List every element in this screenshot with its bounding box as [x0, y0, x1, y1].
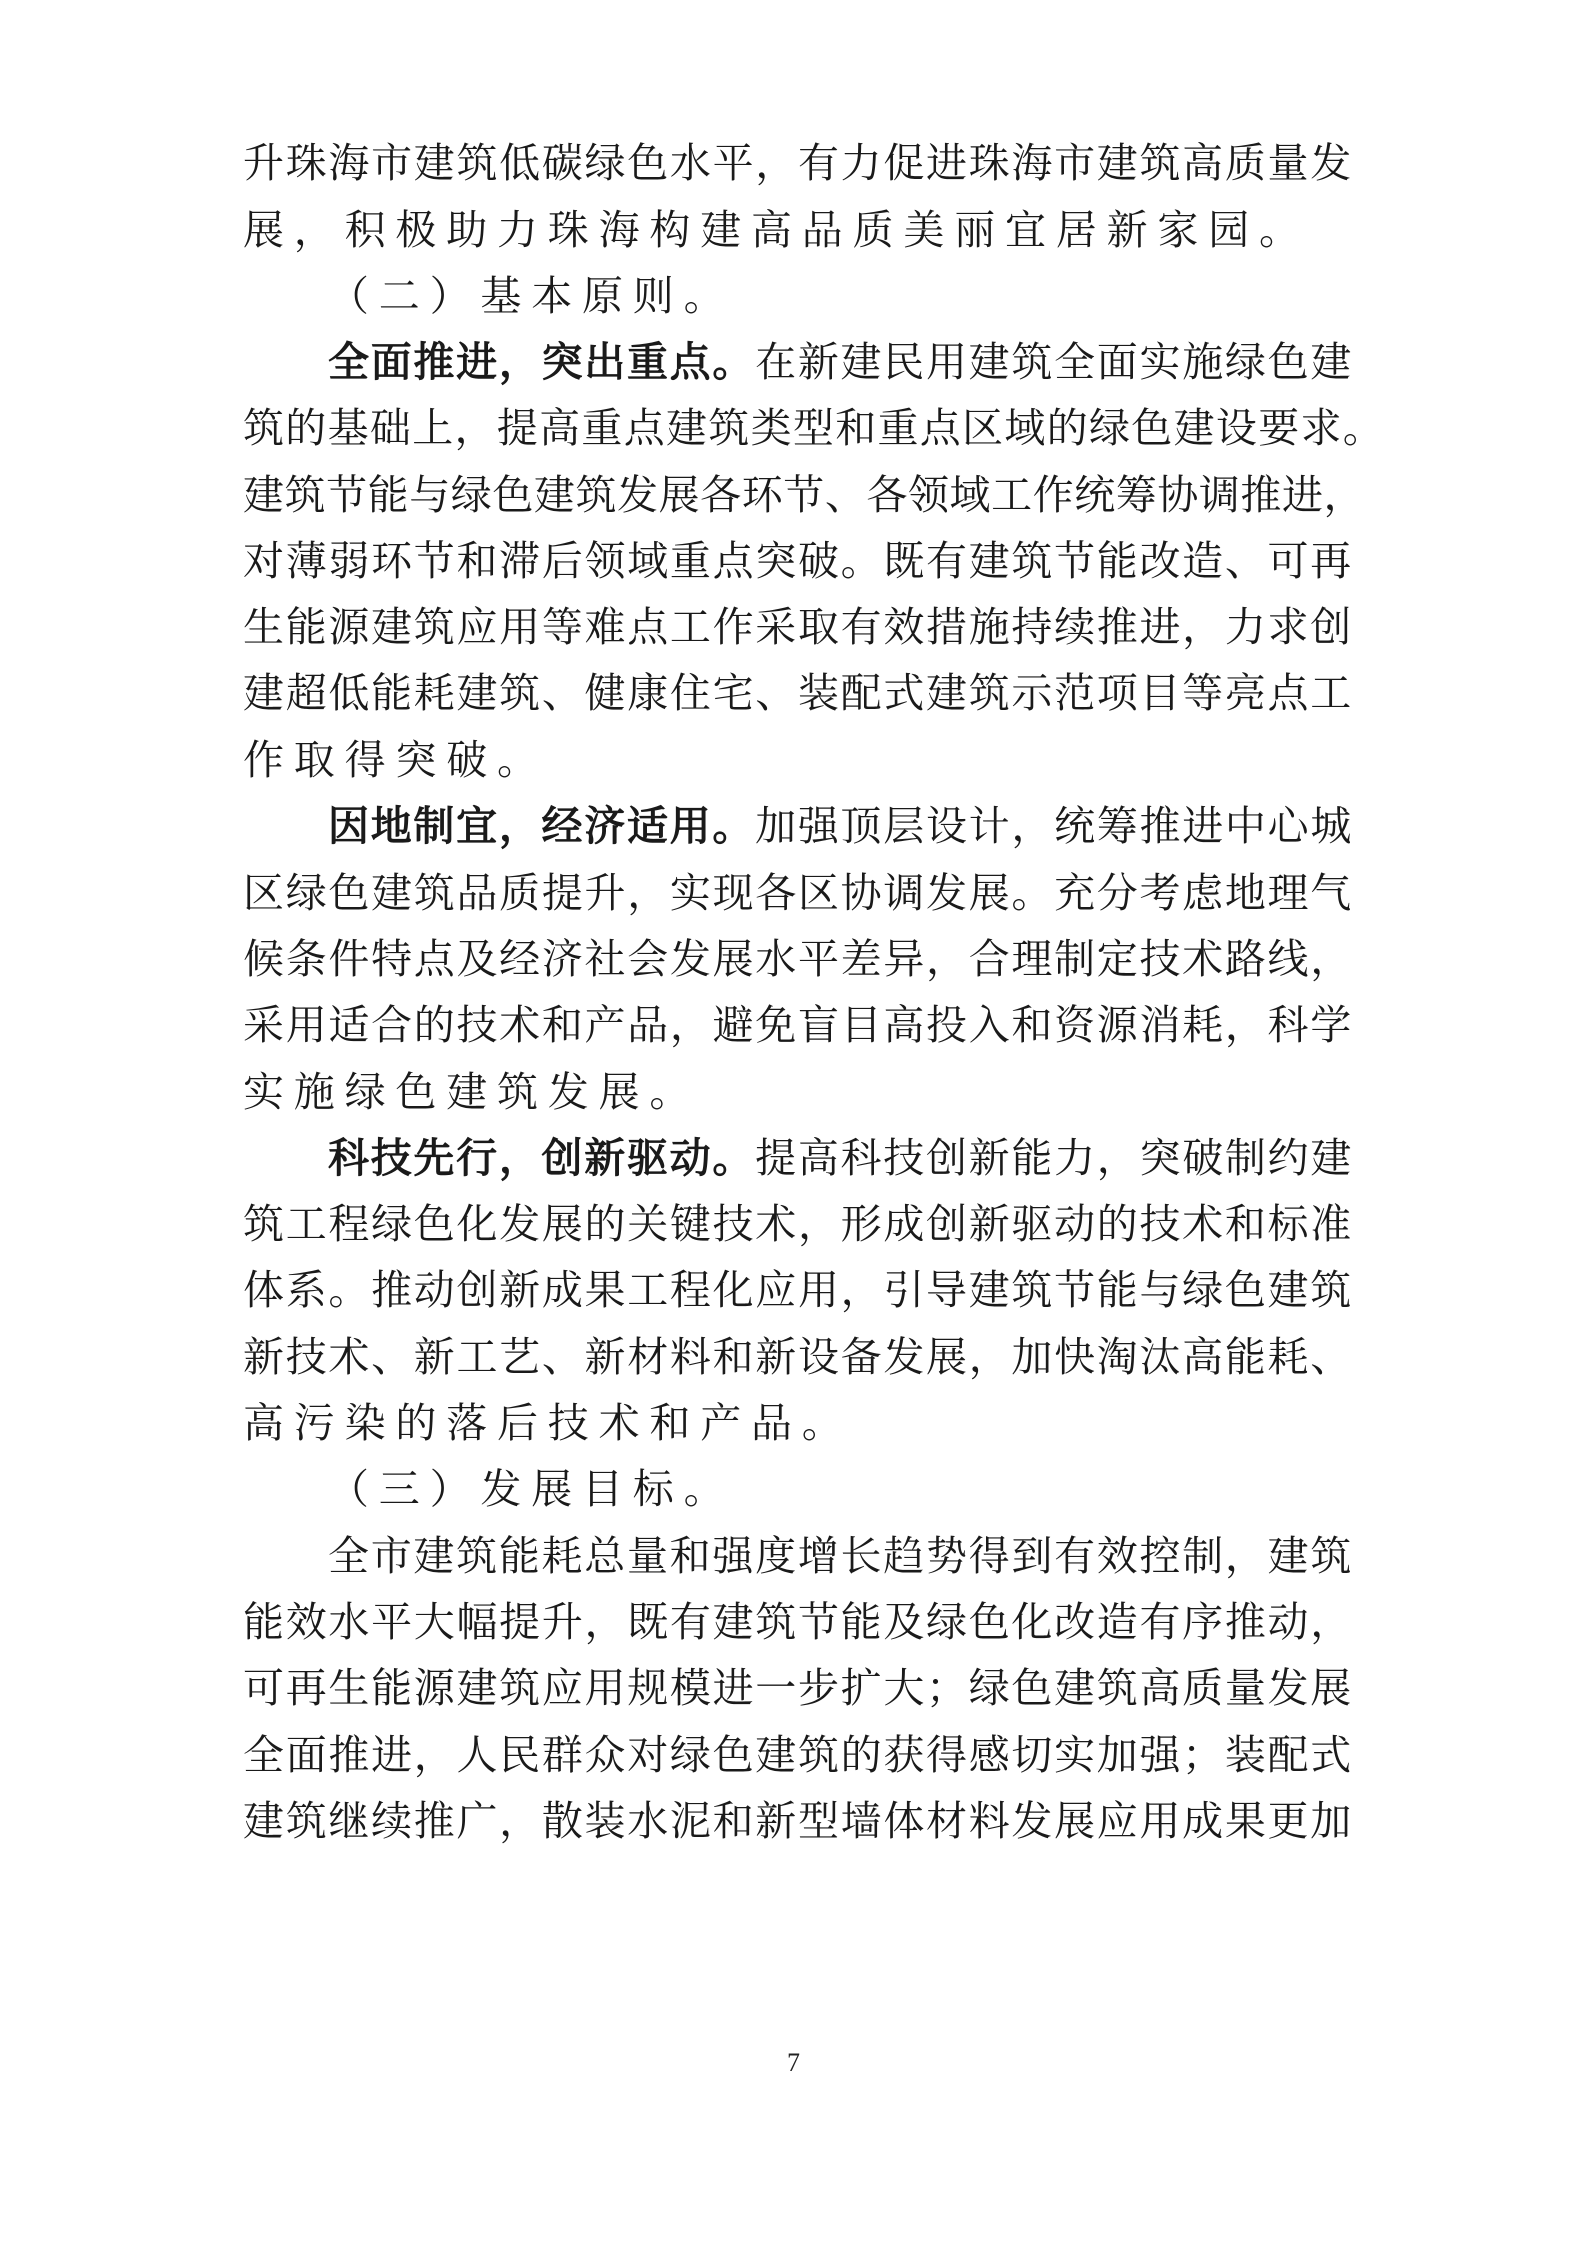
paragraph-text: 体系。推动创新成果工程化应用，引导建筑节能与绿色建筑 [243, 1266, 1353, 1314]
paragraph-text: 加强顶层设计，统筹推进中心城 [755, 802, 1354, 850]
paragraph-text: 在新建民用建筑全面实施绿色建 [755, 338, 1354, 386]
text-line [0, 1722, 1587, 1788]
text-line [0, 1456, 1587, 1522]
paragraph-text: 候条件特点及经济社会发展水平差异，合理制定技术路线， [243, 935, 1353, 983]
text-line [0, 395, 1587, 461]
text-line [0, 528, 1587, 594]
text-line [0, 1257, 1587, 1323]
text-line [0, 793, 1587, 859]
text-line [0, 130, 1587, 196]
text-line [0, 1589, 1587, 1655]
text-line [0, 594, 1587, 660]
text-line [0, 1788, 1587, 1854]
paragraph-text: 可再生能源建筑应用规模进一步扩大；绿色建筑高质量发展 [243, 1664, 1353, 1712]
paragraph-text: 提高科技创新能力，突破制约建 [755, 1134, 1354, 1182]
text-line [0, 1523, 1587, 1589]
paragraph-text: 升珠海市建筑低碳绿色水平，有力促进珠海市建筑高质量发 [243, 139, 1353, 187]
text-line [0, 1324, 1587, 1390]
bold-heading-text: 因地制宜，经济适用。 [328, 802, 756, 850]
text-line [0, 1191, 1587, 1257]
text-line [0, 727, 1587, 793]
bold-heading-text: 全面推进，突出重点。 [328, 338, 756, 386]
paragraph-text: 展，积极助力珠海构建高品质美丽宜居新家园。 [243, 206, 1310, 254]
paragraph-text: （二）基本原则。 [328, 272, 735, 320]
paragraph-text: 高污染的落后技术和产品。 [243, 1399, 853, 1447]
text-line [0, 1390, 1587, 1456]
text-line [0, 660, 1587, 726]
paragraph-text: 对薄弱环节和滞后领域重点突破。既有建筑节能改造、可再 [243, 537, 1353, 585]
text-line [0, 860, 1587, 926]
paragraph-text: 新技术、新工艺、新材料和新设备发展，加快淘汰高能耗、 [243, 1333, 1353, 1381]
text-line [0, 926, 1587, 992]
bold-heading-text: 科技先行，创新驱动。 [328, 1134, 756, 1182]
page-number: 7 [787, 2048, 800, 2077]
paragraph-text: 筑的基础上，提高重点建筑类型和重点区域的绿色建设要求。 [243, 404, 1386, 452]
text-line [0, 992, 1587, 1058]
text-line [0, 462, 1587, 528]
paragraph-text: 建超低能耗建筑、健康住宅、装配式建筑示范项目等亮点工 [243, 669, 1353, 717]
text-line [0, 263, 1587, 329]
paragraph-text: 实施绿色建筑发展。 [243, 1068, 701, 1116]
paragraph-text: 采用适合的技术和产品，避免盲目高投入和资源消耗，科学 [243, 1001, 1353, 1049]
text-line [0, 329, 1587, 395]
paragraph-text: （三）发展目标。 [328, 1465, 735, 1513]
paragraph-text: 全面推进，人民群众对绿色建筑的获得感切实加强；装配式 [243, 1731, 1353, 1779]
paragraph-text: 建筑节能与绿色建筑发展各环节、各领域工作统筹协调推进， [243, 471, 1366, 519]
text-line [0, 197, 1587, 263]
paragraph-text: 筑工程绿色化发展的关键技术，形成创新驱动的技术和标准 [243, 1200, 1353, 1248]
paragraph-text: 建筑继续推广，散装水泥和新型墙体材料发展应用成果更加 [243, 1797, 1353, 1845]
text-line [0, 1655, 1587, 1721]
paragraph-text: 生能源建筑应用等难点工作采取有效措施持续推进，力求创 [243, 603, 1353, 651]
text-line [0, 1125, 1587, 1191]
paragraph-text: 全市建筑能耗总量和强度增长趋势得到有效控制，建筑 [328, 1532, 1354, 1580]
text-line [0, 1059, 1587, 1125]
paragraph-text: 作取得突破。 [243, 736, 548, 784]
paragraph-text: 能效水平大幅提升，既有建筑节能及绿色化改造有序推动， [243, 1598, 1353, 1646]
paragraph-text: 区绿色建筑品质提升，实现各区协调发展。充分考虑地理气 [243, 869, 1353, 917]
